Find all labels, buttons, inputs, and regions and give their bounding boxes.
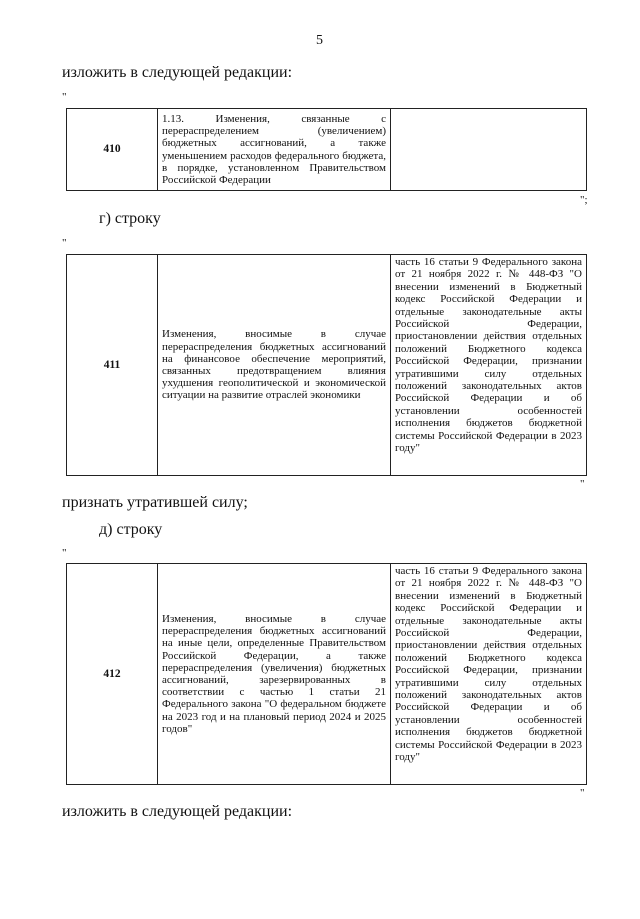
page-number: 5 <box>316 33 323 48</box>
paragraph-replace-2: изложить в следующей редакции: <box>62 803 293 820</box>
close-quote-1: "; <box>580 194 588 206</box>
close-quote-2: " <box>580 478 585 490</box>
row-basis: часть 16 статьи 9 Федерального закона от 21 ноября 2022 г. № 448-ФЗ "О внесении изменений в Бюджетный кодекс Российской Федерации и отдельные законодательные акты Российской Федерации, приостановлении действия отдельных положений Бюджетного кодекса Российской Федерации, признании утратившими силу отдельных положений законодательных актов Российской Федерации и об установлении особенностей исполнения бюджетов бюджетной системы Российской Федерации в 2023 году" <box>391 564 587 785</box>
table-row-411 <box>66 254 587 476</box>
row-code: 410 <box>67 109 158 191</box>
row-code: 411 <box>67 255 158 476</box>
table-row-410 <box>66 108 587 191</box>
row-basis <box>391 109 587 191</box>
row-code: 412 <box>67 564 158 785</box>
row-description: 1.13. Изменения, связанные с перераспределением (увеличением) бюджетных ассигнований, а также уменьшением расходов федерального бюджета, в порядке, установленном Правительством Российской Федерации <box>158 109 391 191</box>
open-quote-3: " <box>62 547 67 559</box>
table-row-412 <box>66 563 587 785</box>
paragraph-replace-1: изложить в следующей редакции: <box>62 64 293 81</box>
paragraph-repeal: признать утратившей силу; <box>62 494 248 511</box>
row-description: Изменения, вносимые в случае перераспределения бюджетных ассигнований на иные цели, определенные Правительством Российской Федерации, а также перераспределения (увеличения) бюджетных ассигнований, зарезервированных в соответствии с частью 1 статьи 21 Федерального закона "О федеральном бюджете на 2023 год и на плановый период 2024 и 2025 годов" <box>158 564 391 785</box>
row-basis: часть 16 статьи 9 Федерального закона от 21 ноября 2022 г. № 448-ФЗ "О внесении изменений в Бюджетный кодекс Российской Федерации и отдельные законодательные акты Российской Федерации, приостановлении действия отдельных положений Бюджетного кодекса Российской Федерации, признании утратившими силу отдельных положений законодательных актов Российской Федерации и об установлении особенностей исполнения бюджетов бюджетной системы Российской Федерации в 2023 году" <box>391 255 587 476</box>
row-description: Изменения, вносимые в случае перераспределения бюджетных ассигнований на финансовое обеспечение мероприятий, связанных предотвращением влияния ухудшения геополитической и экономической ситуации на развитие отраслей экономики <box>158 255 391 476</box>
paragraph-item-d: д) строку <box>99 521 163 538</box>
close-quote-3: " <box>580 787 585 799</box>
open-quote-2: " <box>62 237 67 249</box>
paragraph-item-g: г) строку <box>99 210 161 227</box>
open-quote-1: " <box>62 91 67 103</box>
